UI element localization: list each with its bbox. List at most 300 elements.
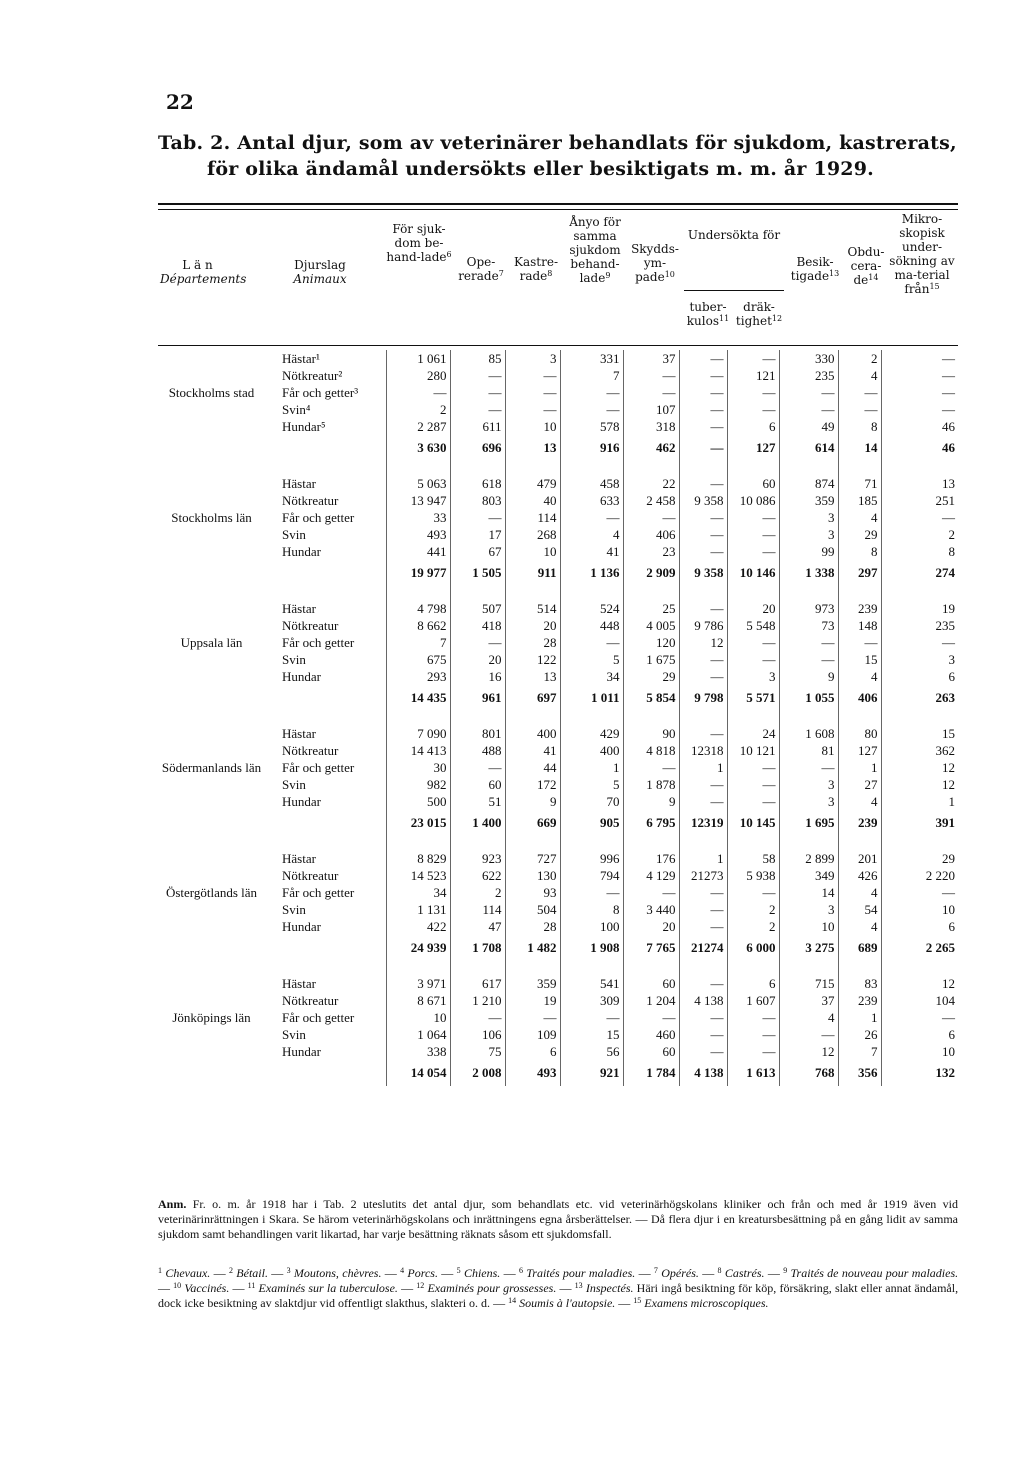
table-cell: — — [942, 885, 955, 900]
table-cell: — — [679, 651, 727, 668]
table-cell: 3 — [505, 350, 560, 367]
table-cell: 727 — [505, 850, 560, 867]
header-lan: L ä n Départements — [160, 258, 247, 286]
table-total-cell: 669 — [505, 810, 560, 836]
animal-label: Svin⁴ — [268, 401, 386, 418]
table-cell: — — [727, 543, 779, 560]
table-total-cell: 1 055 — [779, 685, 838, 711]
table-cell: — — [623, 509, 679, 526]
table-cell: — — [779, 759, 838, 776]
table-cell: 28 — [505, 918, 560, 935]
table-total-cell: 1 338 — [779, 560, 838, 586]
table-row — [158, 509, 958, 526]
table-total-cell: 274 — [935, 565, 955, 580]
table-cell: 14 — [779, 884, 838, 901]
table-total-cell: 1 613 — [727, 1060, 779, 1086]
table-cell: 6 — [948, 1027, 955, 1042]
table-total-cell: 1 695 — [779, 810, 838, 836]
table-cell: 37 — [623, 350, 679, 367]
table-cell: — — [779, 651, 838, 668]
table-cell: 1 607 — [727, 992, 779, 1009]
table-cell: 60 — [727, 475, 779, 492]
table-cell: — — [942, 351, 955, 366]
header-mikroskopisk: Mikro-skopisk under-sökning av ma-terial från$^{15}$ — [889, 212, 955, 296]
table-cell: 458 — [560, 475, 623, 492]
table-row — [158, 600, 958, 617]
table-total-row — [158, 1060, 958, 1086]
table-gap-row — [158, 586, 958, 600]
animal-label: Nötkreatur — [268, 992, 386, 1009]
table-cell: — — [623, 759, 679, 776]
table-cell: 611 — [450, 418, 505, 435]
table-cell: 7 — [386, 634, 450, 651]
table-total-cell: 911 — [505, 560, 560, 586]
animal-label: Får och getter — [268, 634, 386, 651]
animal-label: Hästar — [268, 475, 386, 492]
animal-label: Hundar — [268, 918, 386, 935]
table-cell: 2 — [727, 918, 779, 935]
table-total-cell: 356 — [838, 1060, 881, 1086]
table-cell: 67 — [450, 543, 505, 560]
table-title — [158, 130, 958, 182]
table-cell: — — [505, 367, 560, 384]
table-total-cell: 391 — [935, 815, 955, 830]
table-cell: 239 — [838, 600, 881, 617]
table-row — [158, 867, 958, 884]
header-besiktigade: Besik-tigade$^{13}$ — [790, 255, 840, 283]
footnotes: $^1$ Chevaux. — $^2$ Bétail. — $^3$ Moutons, chèvres. — $^4$ Porcs. — $^5$ Chiens. — $^6$ Traités pour maladies. — $^7$ Opérés. — $^8$ Castrés. — $^9$ Traités de nouveau pour maladies. — $^{10}$ Vaccinés. — $^{11}$ Examinés sur la tuberculose. — $^{12}$ Examinés pour grossesses. — $^{13}$ Inspectés. Häri ingå besiktning för köp, försäkring, slakt eller annat ändamål, dock icke besiktning av slaktdjur vid offentligt slakthus, slakteri o. d. — $^{14}$ Soumis à l'autopsie. — $^{15}$ Examens microscopiques. — [158, 1266, 959, 1310]
table-row — [158, 634, 958, 651]
header-draktighet: dräk-tighet$^{12}$ — [735, 300, 783, 328]
table-row — [158, 975, 958, 992]
table-row — [158, 350, 958, 367]
table-cell: 30 — [386, 759, 450, 776]
footnote-13: Inspectés. — [585, 1281, 634, 1295]
table-cell: 330 — [779, 350, 838, 367]
table-cell: 801 — [450, 725, 505, 742]
table-total-cell: 9 358 — [679, 560, 727, 586]
table-cell: 20 — [450, 651, 505, 668]
table-cell: 16 — [450, 668, 505, 685]
header-sjukdom: För sjuk-dom be-hand-lade$^6$ — [386, 222, 452, 264]
table-cell: 1 — [948, 794, 955, 809]
page-number: 22 — [166, 90, 194, 114]
table-cell: 1 — [679, 759, 727, 776]
table-cell: 10 — [779, 918, 838, 935]
table-cell: 185 — [838, 492, 881, 509]
table-cell: 71 — [838, 475, 881, 492]
table-cell: — — [679, 509, 727, 526]
animal-label: Hundar — [268, 1043, 386, 1060]
table-cell: — — [838, 634, 881, 651]
table-cell: — — [779, 401, 838, 418]
table-cell: 5 548 — [727, 617, 779, 634]
table-cell: — — [679, 1009, 727, 1026]
table-cell: 268 — [505, 526, 560, 543]
table-row — [158, 492, 958, 509]
table-cell: 1 210 — [450, 992, 505, 1009]
table-total-row — [158, 935, 958, 961]
table-row — [158, 793, 958, 810]
header-tuberkulos: tuber-kulos$^{11}$ — [686, 300, 730, 328]
table-row — [158, 401, 958, 418]
table-cell: 49 — [779, 418, 838, 435]
table-cell: 12 — [942, 976, 955, 991]
animal-label: Nötkreatur — [268, 617, 386, 634]
table-cell: 19 — [505, 992, 560, 1009]
title-line-1: Tab. 2. Antal djur, som av veterinärer behandlats för sjukdom, kastrerats, — [158, 132, 957, 154]
table-row — [158, 742, 958, 759]
footnote-3: Moutons, chèvres. — [293, 1266, 382, 1280]
table-cell: 13 — [505, 668, 560, 685]
table-cell: 448 — [560, 617, 623, 634]
table-total-cell: 4 138 — [679, 1060, 727, 1086]
table-total-cell: 13 — [505, 435, 560, 461]
table-total-cell: 1 011 — [560, 685, 623, 711]
table-cell: 4 — [838, 668, 881, 685]
table-total-cell: 132 — [935, 1065, 955, 1080]
table-cell: 1 204 — [623, 992, 679, 1009]
table-cell: 2 899 — [779, 850, 838, 867]
table-cell: — — [560, 634, 623, 651]
table-row — [158, 1026, 958, 1043]
table-cell: 70 — [560, 793, 623, 810]
table-cell: — — [727, 651, 779, 668]
table-cell: 280 — [386, 367, 450, 384]
table-cell: 1 — [560, 759, 623, 776]
footnote-2: Bétail. — [236, 1266, 268, 1280]
table-cell: 3 — [779, 509, 838, 526]
table-cell: 41 — [505, 742, 560, 759]
table-cell: — — [679, 384, 727, 401]
table-cell: 8 — [560, 901, 623, 918]
table-row — [158, 1009, 958, 1026]
table-cell: 293 — [386, 668, 450, 685]
table-cell: 121 — [727, 367, 779, 384]
table-cell: — — [679, 418, 727, 435]
table-cell: — — [727, 776, 779, 793]
table-cell: 500 — [386, 793, 450, 810]
table-total-cell: 2 265 — [925, 940, 955, 955]
notes — [158, 1197, 958, 1242]
table-cell: 1 064 — [386, 1026, 450, 1043]
table-total-cell: 1 136 — [560, 560, 623, 586]
table-cell: — — [450, 401, 505, 418]
table-cell: — — [623, 1009, 679, 1026]
table-cell: 4 — [838, 509, 881, 526]
table-cell: — — [560, 401, 623, 418]
table-cell: — — [560, 884, 623, 901]
table-total-cell: 697 — [505, 685, 560, 711]
table-cell: 100 — [560, 918, 623, 935]
table-cell: 17 — [450, 526, 505, 543]
table-cell: 114 — [505, 509, 560, 526]
table-cell: 24 — [727, 725, 779, 742]
table-cell: 90 — [623, 725, 679, 742]
table-cell: 99 — [779, 543, 838, 560]
table-cell: — — [679, 543, 727, 560]
table-total-cell: 2 909 — [623, 560, 679, 586]
table-cell: — — [679, 901, 727, 918]
table-total-cell: 263 — [935, 690, 955, 705]
table-cell: 60 — [623, 975, 679, 992]
table-total-row — [158, 810, 958, 836]
table-cell: 2 287 — [386, 418, 450, 435]
table-cell: 4 — [560, 526, 623, 543]
table-cell: 73 — [779, 617, 838, 634]
table-row — [158, 884, 958, 901]
animal-label: Svin — [268, 651, 386, 668]
header-obducerade: Obdu-$cera-de^{14}$ — [847, 245, 885, 287]
table-cell: 422 — [386, 918, 450, 935]
table-cell: 5 — [560, 651, 623, 668]
table-cell: 29 — [942, 851, 955, 866]
table-cell: 4 798 — [386, 600, 450, 617]
table-cell: 715 — [779, 975, 838, 992]
table-cell: 982 — [386, 776, 450, 793]
table-cell: 8 829 — [386, 850, 450, 867]
table-cell: 15 — [838, 651, 881, 668]
table-total-cell: 24 939 — [386, 935, 450, 961]
table-cell: 406 — [623, 526, 679, 543]
header-skyddsympade: Skydds-ym-pade$^{10}$ — [631, 242, 679, 284]
table-cell: — — [386, 384, 450, 401]
table-cell: 441 — [386, 543, 450, 560]
animal-label: Hundar — [268, 668, 386, 685]
table-total-cell: 3 630 — [386, 435, 450, 461]
animal-label: Hundar⁵ — [268, 418, 386, 435]
footnote-14: Soumis à l'autopsie. — [519, 1296, 616, 1310]
table-cell: 4 — [779, 1009, 838, 1026]
table-cell: — — [679, 600, 727, 617]
table-cell: 104 — [935, 993, 955, 1008]
animal-label: Nötkreatur — [268, 867, 386, 884]
table-total-cell: 5 571 — [727, 685, 779, 711]
table-cell: 3 — [948, 652, 955, 667]
table-cell: 54 — [838, 901, 881, 918]
table-cell: 488 — [450, 742, 505, 759]
table-cell: 12 — [942, 760, 955, 775]
table-total-cell: 239 — [838, 810, 881, 836]
table-total-row — [158, 685, 958, 711]
table-row — [158, 367, 958, 384]
animal-label: Får och getter — [268, 509, 386, 526]
table-cell: — — [450, 759, 505, 776]
table-cell: 29 — [623, 668, 679, 685]
table-total-cell: 961 — [450, 685, 505, 711]
table-cell: 60 — [450, 776, 505, 793]
table-cell: 6 — [505, 1043, 560, 1060]
table-cell: 201 — [838, 850, 881, 867]
table-cell: — — [679, 975, 727, 992]
table-cell: 309 — [560, 992, 623, 1009]
table-total-cell: 14 435 — [386, 685, 450, 711]
table-cell: 4 138 — [679, 992, 727, 1009]
table-gap-row — [158, 461, 958, 475]
table-cell: 504 — [505, 901, 560, 918]
table-cell: 34 — [386, 884, 450, 901]
table-cell: — — [942, 402, 955, 417]
table-cell: — — [942, 635, 955, 650]
table-cell: 2 — [386, 401, 450, 418]
table-total-cell: 23 015 — [386, 810, 450, 836]
table-cell: 362 — [935, 743, 955, 758]
table-cell: 20 — [505, 617, 560, 634]
table-cell: 20 — [727, 600, 779, 617]
table-cell: 4 — [838, 918, 881, 935]
table-cell: — — [679, 526, 727, 543]
table-cell: 2 — [450, 884, 505, 901]
footnote-8: Castrés. — [724, 1266, 765, 1280]
table-cell: 9 — [779, 668, 838, 685]
table-total-cell: 1 505 — [450, 560, 505, 586]
table-total-cell: 689 — [838, 935, 881, 961]
table-cell: 25 — [623, 600, 679, 617]
table-cell: 578 — [560, 418, 623, 435]
table-cell: 8 — [838, 418, 881, 435]
table-cell: — — [727, 401, 779, 418]
table-cell: — — [727, 793, 779, 810]
table-cell: 6 — [948, 919, 955, 934]
table-cell: — — [727, 1026, 779, 1043]
animal-label: Svin — [268, 901, 386, 918]
table-cell: — — [505, 1009, 560, 1026]
table-cell: 3 971 — [386, 975, 450, 992]
header-bottom-rule — [158, 345, 958, 346]
table-row — [158, 475, 958, 492]
table-cell: 514 — [505, 600, 560, 617]
table-cell: 2 — [727, 901, 779, 918]
animal-label: Svin — [268, 526, 386, 543]
lan-name: Östergötlands län — [165, 885, 258, 900]
table-cell: — — [679, 367, 727, 384]
table-cell: — — [942, 1010, 955, 1025]
table-cell: 20 — [623, 918, 679, 935]
table-cell: — — [838, 384, 881, 401]
table-cell: 507 — [450, 600, 505, 617]
table-cell: 8 662 — [386, 617, 450, 634]
table-cell: 1 131 — [386, 901, 450, 918]
table-cell: 331 — [560, 350, 623, 367]
table-cell: — — [679, 918, 727, 935]
footnote-10: Vaccinés. — [184, 1281, 230, 1295]
table-cell: — — [679, 884, 727, 901]
table-total-cell: 3 275 — [779, 935, 838, 961]
lan-name: Stockholms län — [171, 510, 252, 525]
table-cell: 176 — [623, 850, 679, 867]
table-cell: — — [727, 884, 779, 901]
table-cell: 75 — [450, 1043, 505, 1060]
table-cell: 400 — [505, 725, 560, 742]
table-total-cell: — — [679, 435, 727, 461]
table-total-cell: 696 — [450, 435, 505, 461]
table-cell: 4 — [838, 884, 881, 901]
table-cell: 10 121 — [727, 742, 779, 759]
table-cell: 51 — [450, 793, 505, 810]
table-cell: 1 061 — [386, 350, 450, 367]
header-kastrerade: Kastre-rade$^8$ — [514, 255, 558, 283]
table-cell: 633 — [560, 492, 623, 509]
table-cell: 923 — [450, 850, 505, 867]
table-cell: — — [727, 759, 779, 776]
header-top-rule — [158, 203, 958, 210]
table-cell: — — [727, 509, 779, 526]
lan-name: Stockholms stad — [168, 385, 255, 400]
table-total-cell: 9 798 — [679, 685, 727, 711]
animal-label: Får och getter — [268, 884, 386, 901]
table-cell: 622 — [450, 867, 505, 884]
table-cell: 10 — [942, 902, 955, 917]
table-total-cell: 1 400 — [450, 810, 505, 836]
header-opererade: Ope-rerade$^7$ — [458, 255, 504, 283]
animal-label: Hundar — [268, 543, 386, 560]
table-cell: 3 — [779, 776, 838, 793]
table-cell: 44 — [505, 759, 560, 776]
table-total-row — [158, 435, 958, 461]
header-undersokta: Undersökta för — [687, 228, 781, 242]
table-cell: 429 — [560, 725, 623, 742]
table-cell: 460 — [623, 1026, 679, 1043]
table-cell: — — [623, 884, 679, 901]
table-cell: 2 220 — [925, 868, 955, 883]
table-cell: 4 005 — [623, 617, 679, 634]
table-gap-row — [158, 836, 958, 850]
table-total-cell: 10 145 — [727, 810, 779, 836]
table-cell: 6 — [727, 418, 779, 435]
table-cell: 148 — [838, 617, 881, 634]
table-cell: — — [942, 385, 955, 400]
table-cell: — — [779, 1026, 838, 1043]
table-cell: 251 — [935, 493, 955, 508]
table-cell: 675 — [386, 651, 450, 668]
table-cell: 493 — [386, 526, 450, 543]
table-cell: — — [727, 384, 779, 401]
table-cell: — — [679, 776, 727, 793]
table-cell: 5 063 — [386, 475, 450, 492]
table-cell: — — [450, 367, 505, 384]
table-cell: 9 786 — [679, 617, 727, 634]
table-total-cell: 6 795 — [623, 810, 679, 836]
table-cell: 26 — [838, 1026, 881, 1043]
table-cell: — — [679, 793, 727, 810]
table-row — [158, 725, 958, 742]
table-cell: 13 947 — [386, 492, 450, 509]
animal-label: Nötkreatur — [268, 742, 386, 759]
table-cell: — — [727, 634, 779, 651]
table-cell: 8 — [948, 544, 955, 559]
table-cell: 56 — [560, 1043, 623, 1060]
table-total-cell: 1 708 — [450, 935, 505, 961]
table-cell: 13 — [942, 476, 955, 491]
table-cell: 81 — [779, 742, 838, 759]
footnote-6: Traités pour maladies. — [526, 1266, 636, 1280]
table-row — [158, 668, 958, 685]
table-cell: 7 — [560, 367, 623, 384]
table-row — [158, 901, 958, 918]
table-cell: 2 458 — [623, 492, 679, 509]
table-cell: 14 523 — [386, 867, 450, 884]
table-total-cell: 46 — [942, 440, 955, 455]
table-cell: 28 — [505, 634, 560, 651]
table-cell: — — [679, 1043, 727, 1060]
table-cell: 996 — [560, 850, 623, 867]
table-cell: 541 — [560, 975, 623, 992]
table-cell: — — [942, 510, 955, 525]
table-cell: 5 — [560, 776, 623, 793]
table-total-cell: 5 854 — [623, 685, 679, 711]
table-total-cell: 493 — [505, 1060, 560, 1086]
table-cell: 1 878 — [623, 776, 679, 793]
